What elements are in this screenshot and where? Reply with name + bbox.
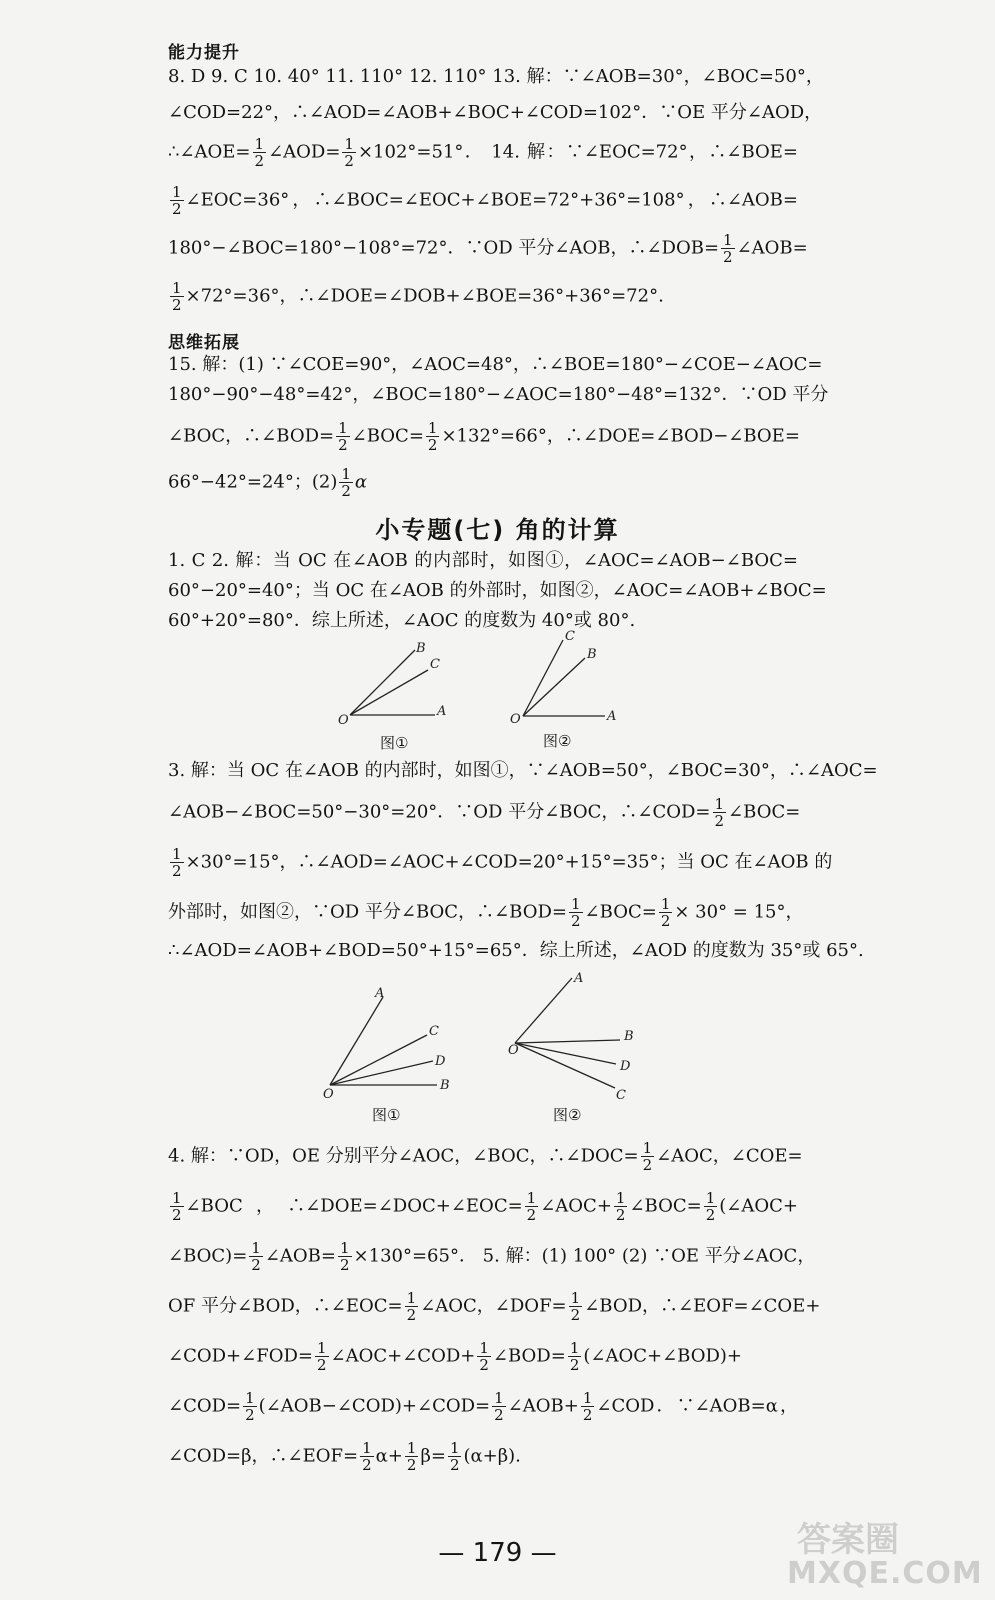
fraction-half: $\frac{1}{2}$ bbox=[172, 279, 182, 314]
text-line: 8. D 9. C 10. 40° 11. 110° 12. 110° 13. 解：∵∠AOB=30°，∠BOC=50°， bbox=[168, 66, 824, 87]
text-line: 60°−20°=40°；当 OC 在∠AOB 的外部时，如图②，∠AOC=∠AOB+∠BOC= bbox=[168, 580, 827, 601]
angle-figure-1b bbox=[505, 628, 625, 728]
label-O: O bbox=[338, 713, 349, 728]
text-line: ∠AOB−∠BOC=50°−30°=20°．∵OD 平分∠BOC，∴∠COD= $\frac{1}{2}$ ∠BOC= bbox=[168, 795, 801, 830]
fraction-half: $\frac{1}{2}$ bbox=[172, 845, 182, 880]
fraction-half: $\frac{1}{2}$ bbox=[582, 1389, 593, 1424]
label-B: B bbox=[440, 1078, 450, 1093]
label-B: B bbox=[587, 647, 597, 662]
fraction-half: $\frac{1}{2}$ bbox=[714, 795, 725, 830]
fraction-half: $\frac{1}{2}$ bbox=[479, 1339, 489, 1374]
fraction-half: $\frac{1}{2}$ bbox=[338, 419, 348, 454]
fraction-half: $\frac{1}{2}$ bbox=[571, 895, 581, 930]
text-line: ∠BOC)= $\frac{1}{2}$ ∠AOB= $\frac{1}{2}$ ×130°=65°． 5. 解：(1) 100° (2) ∵OE 平分∠AOC， bbox=[168, 1239, 816, 1274]
text-line: 15. 解：(1) ∵∠COE=90°，∠AOC=48°，∴∠BOE=180°−∠COE−∠AOC= bbox=[168, 354, 823, 375]
label-D: D bbox=[435, 1054, 446, 1069]
label-D: D bbox=[620, 1059, 631, 1074]
angle-figure-1a bbox=[330, 638, 460, 728]
text-line: OF 平分∠BOD，∴∠EOC= $\frac{1}{2}$ ∠AOC，∠DOF= $\frac{1}{2}$ ∠BOD，∴∠EOF=∠COE+ bbox=[168, 1289, 821, 1324]
label-A: A bbox=[607, 709, 617, 724]
watermark-logo: 答案圈 MXQE.COM bbox=[787, 1520, 983, 1591]
text-line: ∠BOC，∴∠BOD= $\frac{1}{2}$ ∠BOC= $\frac{1}{2}$ ×132°=66°，∴∠DOE=∠BOD−∠BOE= bbox=[168, 419, 800, 454]
fraction-half: $\frac{1}{2}$ bbox=[172, 1189, 182, 1224]
label-A: A bbox=[437, 704, 447, 719]
text-line: ∠COD=22°，∴∠AOD=∠AOB+∠BOC+∠COD=102°．∵OE 平分∠AOD， bbox=[168, 102, 823, 123]
text-line: ∴∠AOE= $\frac{1}{2}$ ∠AOD= $\frac{1}{2}$ ×102°=51°． 14. 解：∵∠EOC=72°，∴∠BOE= bbox=[168, 135, 798, 170]
text-line: 66°−42°=24°；(2) $\frac{1}{2}$ α bbox=[168, 465, 368, 500]
figure-caption-2: 图② bbox=[543, 732, 572, 750]
text-line: ∠COD=β，∴∠EOF= $\frac{1}{2}$ α+ $\frac{1}{2}$ β= $\frac{1}{2}$ (α+β). bbox=[168, 1439, 521, 1474]
text-line: ∠COD+∠FOD= $\frac{1}{2}$ ∠AOC+∠COD+ $\frac{1}{2}$ ∠BOD= $\frac{1}{2}$ (∠AOC+∠BOD)+ bbox=[168, 1339, 743, 1374]
text-line: ∠COD= $\frac{1}{2}$ (∠AOB−∠COD)+∠COD= $\frac{1}{2}$ ∠AOB+ $\frac{1}{2}$ ∠COD．∵∠AOB=α， bbox=[168, 1389, 798, 1424]
fraction-half: $\frac{1}{2}$ bbox=[245, 1389, 255, 1424]
fraction-half: $\frac{1}{2}$ bbox=[362, 1439, 372, 1474]
section-heading-thinking: 思维拓展 bbox=[168, 333, 240, 353]
fraction-half: $\frac{1}{2}$ bbox=[344, 135, 354, 170]
text-line: 180°−∠BOC=180°−108°=72°．∵OD 平分∠AOB，∴∠DOB= $\frac{1}{2}$ ∠AOB= bbox=[168, 231, 808, 266]
fraction-half: $\frac{1}{2}$ bbox=[341, 465, 351, 500]
label-C: C bbox=[430, 657, 440, 672]
fraction-half: $\frac{1}{2}$ bbox=[406, 1289, 417, 1324]
text-line: $\frac{1}{2}$ ×72°=36°，∴∠DOE=∠DOB+∠BOE=36°+36°=72°. bbox=[172, 279, 664, 314]
fraction-half: $\frac{1}{2}$ bbox=[449, 1439, 460, 1474]
angle-figure-2b bbox=[500, 968, 640, 1103]
fraction-half: $\frac{1}{2}$ bbox=[251, 1239, 261, 1274]
text-line: ∴∠AOD=∠AOB+∠BOD=50°+15°=65°．综上所述，∠AOD 的度数为 35°或 65°. bbox=[168, 940, 864, 961]
label-O: O bbox=[510, 712, 521, 727]
text-line: 4. 解：∵OD，OE 分别平分∠AOC，∠BOC，∴∠DOC= $\frac{1}{2}$ ∠AOC，∠COE= bbox=[168, 1139, 803, 1174]
label-O: O bbox=[323, 1087, 334, 1100]
text-line: 60°+20°=80°．综上所述，∠AOC 的度数为 40°或 80°. bbox=[168, 610, 636, 631]
label-C: C bbox=[565, 629, 575, 644]
fraction-half: $\frac{1}{2}$ bbox=[642, 1139, 653, 1174]
fraction-half: $\frac{1}{2}$ bbox=[172, 183, 182, 218]
fraction-half: $\frac{1}{2}$ bbox=[494, 1389, 504, 1424]
fraction-half: $\frac{1}{2}$ bbox=[569, 1339, 580, 1374]
fraction-half: $\frac{1}{2}$ bbox=[615, 1189, 626, 1224]
fraction-half: $\frac{1}{2}$ bbox=[660, 895, 671, 930]
fraction-half: $\frac{1}{2}$ bbox=[723, 231, 733, 266]
section-heading-ability: 能力提升 bbox=[168, 43, 240, 63]
topic-title: 小专题(七) 角的计算 bbox=[375, 516, 620, 544]
text-line: 180°−90°−48°=42°，∠BOC=180°−∠AOC=180°−48°=132°．∵OD 平分 bbox=[168, 384, 829, 405]
fraction-half: $\frac{1}{2}$ bbox=[705, 1189, 716, 1224]
text-line: $\frac{1}{2}$ ∠BOC，∴∠DOE=∠DOC+∠EOC= $\frac{1}{2}$ ∠AOC+ $\frac{1}{2}$ ∠BOC= $\frac{1}{2}$ (∠AOC+ bbox=[172, 1189, 798, 1224]
fraction-half: $\frac{1}{2}$ bbox=[427, 419, 438, 454]
text-line: $\frac{1}{2}$ ×30°=15°，∴∠AOD=∠AOC+∠COD=20°+15°=35°；当 OC 在∠AOB 的 bbox=[172, 845, 833, 880]
angle-figure-2a bbox=[315, 985, 465, 1100]
text-line: 外部时，如图②，∵OD 平分∠BOC，∴∠BOD= $\frac{1}{2}$ ∠BOC= $\frac{1}{2}$ × 30° = 15°， bbox=[168, 895, 804, 930]
fraction-half: $\frac{1}{2}$ bbox=[254, 135, 265, 170]
fraction-half: $\frac{1}{2}$ bbox=[570, 1289, 581, 1324]
label-A: A bbox=[574, 971, 584, 986]
fraction-half: $\frac{1}{2}$ bbox=[316, 1339, 327, 1374]
label-C: C bbox=[616, 1088, 626, 1103]
figure-caption-2: 图② bbox=[553, 1106, 582, 1124]
figure-caption-1: 图① bbox=[380, 734, 409, 752]
label-O: O bbox=[508, 1043, 519, 1058]
figure-caption-1: 图① bbox=[372, 1106, 401, 1124]
fraction-half: $\frac{1}{2}$ bbox=[406, 1439, 417, 1474]
text-line: 3. 解：当 OC 在∠AOB 的内部时，如图①，∵∠AOB=50°，∠BOC=30°，∴∠AOC= bbox=[168, 760, 878, 781]
label-B: B bbox=[624, 1029, 634, 1044]
text-line: 1. C 2. 解：当 OC 在∠AOB 的内部时，如图①，∠AOC=∠AOB−∠BOC= bbox=[168, 550, 798, 571]
fraction-half: $\frac{1}{2}$ bbox=[526, 1189, 537, 1224]
label-C: C bbox=[429, 1024, 439, 1039]
page-number: — 179 — bbox=[438, 1538, 557, 1568]
fraction-half: $\frac{1}{2}$ bbox=[339, 1239, 350, 1274]
label-B: B bbox=[416, 641, 426, 656]
label-A: A bbox=[375, 986, 385, 1001]
text-line: $\frac{1}{2}$ ∠EOC=36°，∴∠BOC=∠EOC+∠BOE=72°+36°=108°，∴∠AOB= bbox=[172, 183, 798, 218]
